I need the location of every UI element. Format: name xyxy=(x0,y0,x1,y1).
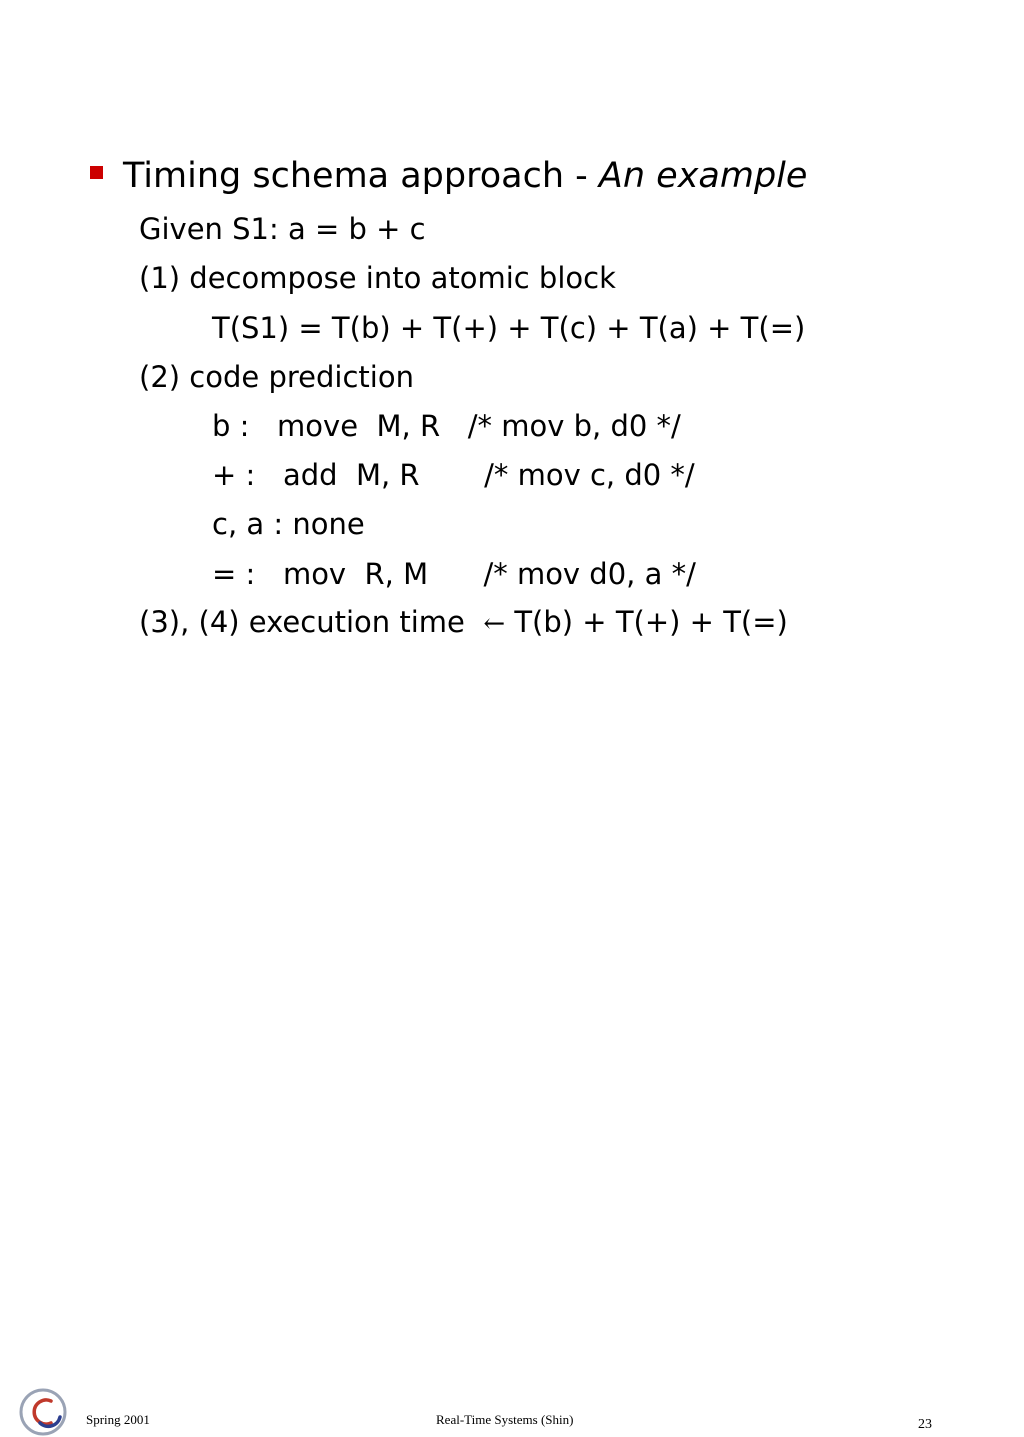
step-1-equation: T(S1) = T(b) + T(+) + T(c) + T(a) + T(=) xyxy=(212,311,806,345)
slide-content xyxy=(0,0,1024,700)
heading-main-text: Timing schema approach - xyxy=(123,156,599,196)
code-line-plus: + : add M, R /* mov c, d0 */ xyxy=(212,458,695,492)
step-2-code-prediction: (2) code prediction xyxy=(139,360,414,394)
red-square-bullet-icon xyxy=(90,166,103,179)
course-logo-icon xyxy=(18,1387,68,1437)
footer-course-title: Real-Time Systems (Shin) xyxy=(436,1412,574,1427)
step-3-4-suffix: T(b) + T(+) + T(=) xyxy=(505,605,788,639)
code-line-equals: = : mov R, M /* mov d0, a */ xyxy=(212,557,696,591)
step-3-4-execution-time xyxy=(139,602,788,644)
left-arrow-icon: ← xyxy=(483,609,506,639)
bullet-heading xyxy=(123,150,807,202)
step-3-4-prefix: (3), (4) execution time xyxy=(139,605,484,639)
code-line-c-a: c, a : none xyxy=(212,507,365,541)
bullet-item xyxy=(90,150,807,202)
page-number: 23 xyxy=(918,1417,932,1432)
heading-emphasis-text: An example xyxy=(598,156,808,196)
step-1-decompose: (1) decompose into atomic block xyxy=(139,261,616,295)
footer-date: Spring 2001 xyxy=(86,1412,150,1427)
code-line-b: b : move M, R /* mov b, d0 */ xyxy=(212,409,681,443)
given-statement: Given S1: a = b + c xyxy=(139,212,426,246)
slide-footer xyxy=(0,690,1024,1432)
